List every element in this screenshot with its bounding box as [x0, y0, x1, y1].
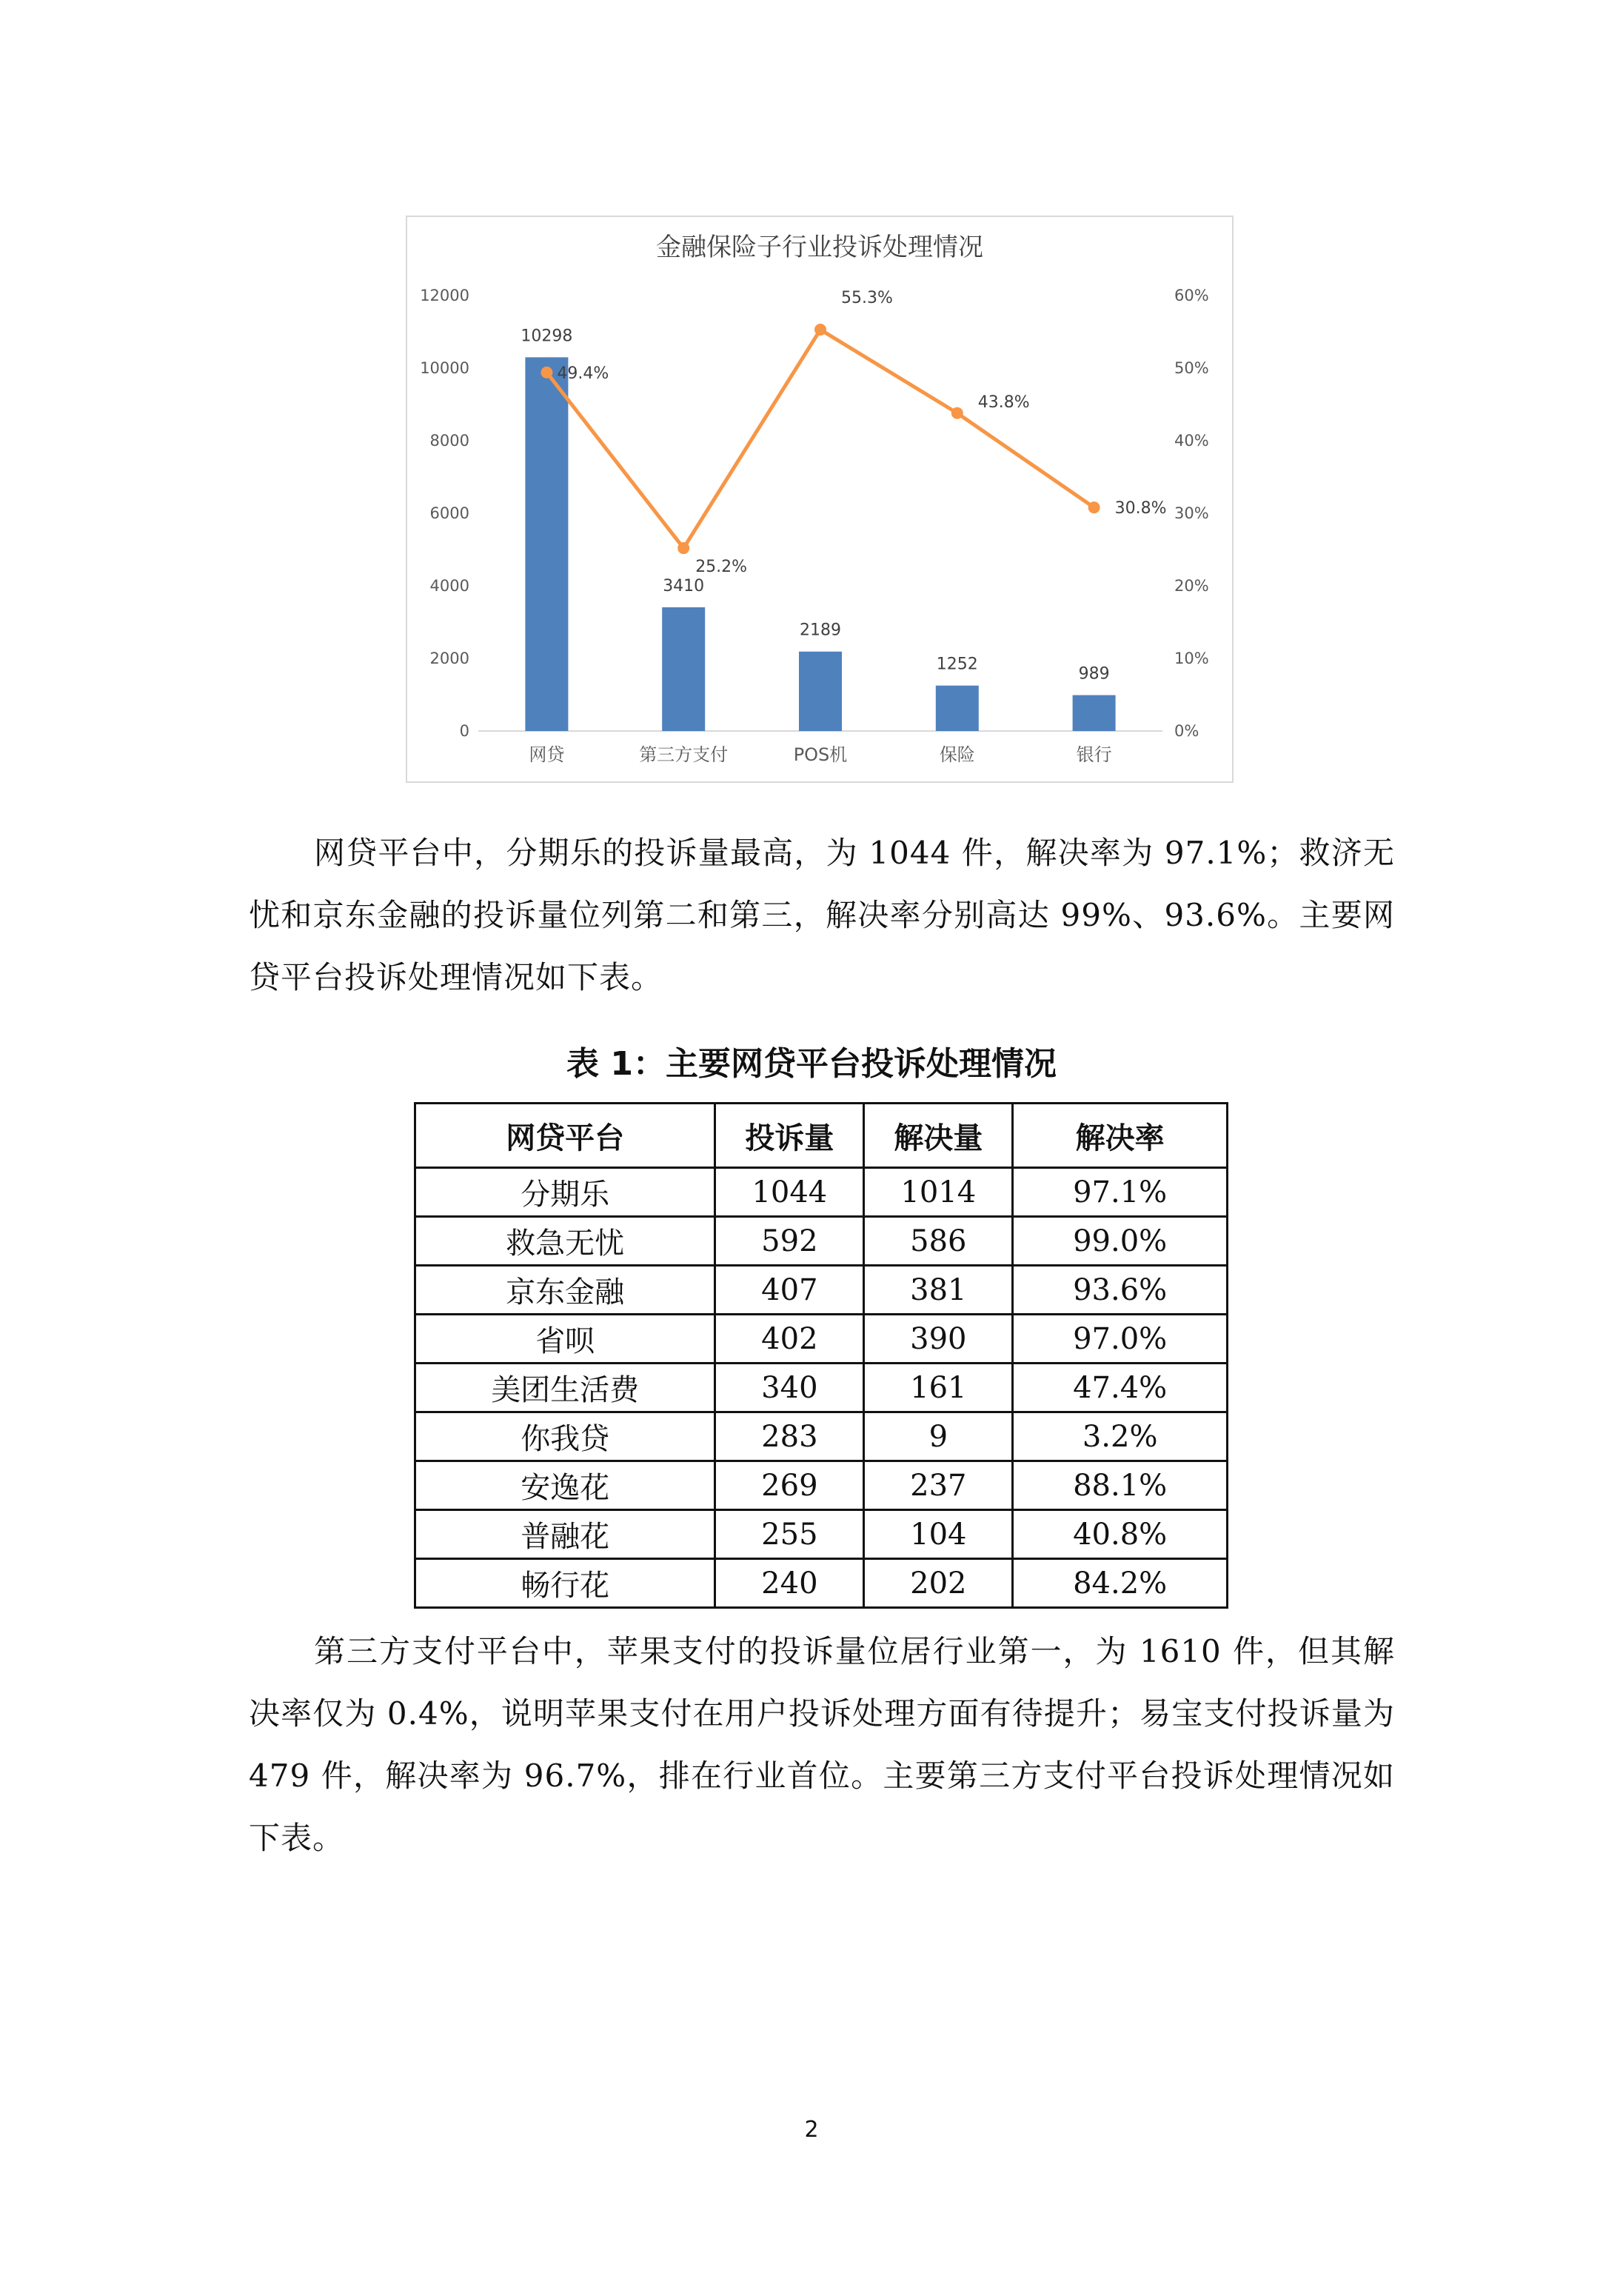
table-row	[415, 1315, 1228, 1364]
cell-complaints: 407	[715, 1266, 864, 1315]
complaint-chart	[406, 216, 1234, 783]
cell-platform: 京东金融	[415, 1266, 715, 1315]
cell-rate: 84.2%	[1013, 1559, 1228, 1608]
table-row	[415, 1168, 1228, 1217]
y-tick-label: 6000	[429, 504, 469, 522]
cell-complaints: 340	[715, 1364, 864, 1412]
cell-rate: 93.6%	[1013, 1266, 1228, 1315]
table-row	[415, 1510, 1228, 1559]
y2-tick-label: 60%	[1174, 287, 1209, 304]
y2-tick-label: 10%	[1174, 650, 1209, 667]
bar-data-label: 3410	[663, 576, 705, 595]
bar-data-label: 989	[1078, 664, 1110, 684]
cell-resolved: 390	[864, 1315, 1013, 1364]
cell-complaints: 283	[715, 1412, 864, 1461]
cell-resolved: 586	[864, 1217, 1013, 1266]
cell-platform: 畅行花	[415, 1559, 715, 1608]
bar	[936, 686, 979, 731]
bar	[1073, 695, 1116, 731]
rate-data-label: 30.8%	[1114, 499, 1167, 518]
y-tick-label: 2000	[429, 650, 469, 667]
rate-data-label: 43.8%	[977, 393, 1030, 412]
bar	[799, 652, 842, 731]
rate-point	[541, 367, 552, 378]
table-row	[415, 1217, 1228, 1266]
col-header-complaints: 投诉量	[715, 1104, 864, 1168]
cell-rate: 88.1%	[1013, 1461, 1228, 1510]
loan-platform-table	[414, 1102, 1228, 1609]
table-header-row	[415, 1104, 1228, 1168]
y2-tick-label: 50%	[1174, 359, 1209, 377]
cell-platform: 安逸花	[415, 1461, 715, 1510]
table-row	[415, 1559, 1228, 1608]
cell-resolved: 1014	[864, 1168, 1013, 1217]
cell-resolved: 237	[864, 1461, 1013, 1510]
cell-resolved: 202	[864, 1559, 1013, 1608]
paragraph-2: 第三方支付平台中，苹果支付的投诉量位居行业第一，为 1610 件，但其解决率仅为 0.4%，说明苹果支付在用户投诉处理方面有待提升；易宝支付投诉量为 479 件，解决率为 96.7%，排在行业首位。主要第三方支付平台投诉处理情况如下表。	[249, 1633, 1395, 1856]
cell-complaints: 255	[715, 1510, 864, 1559]
y-tick-label: 10000	[420, 359, 469, 377]
x-tick-label: POS机	[793, 744, 848, 765]
rate-point	[814, 324, 826, 336]
cell-rate: 47.4%	[1013, 1364, 1228, 1412]
right-axis	[1174, 287, 1209, 740]
rate-data-label: 49.4%	[557, 364, 609, 383]
cell-platform: 普融花	[415, 1510, 715, 1559]
cell-resolved: 104	[864, 1510, 1013, 1559]
rate-line	[546, 330, 1094, 548]
y2-tick-label: 0%	[1174, 722, 1199, 740]
y-tick-label: 8000	[429, 432, 469, 450]
page-number: 2	[804, 2117, 819, 2143]
chart-canvas	[407, 217, 1232, 781]
cell-complaints: 592	[715, 1217, 864, 1266]
cell-complaints: 269	[715, 1461, 864, 1510]
line-series	[541, 289, 1166, 576]
cell-resolved: 161	[864, 1364, 1013, 1412]
cell-rate: 40.8%	[1013, 1510, 1228, 1559]
cell-resolved: 381	[864, 1266, 1013, 1315]
cell-rate: 3.2%	[1013, 1412, 1228, 1461]
col-header-rate: 解决率	[1013, 1104, 1228, 1168]
bar-data-label: 1252	[936, 655, 978, 674]
rate-point	[677, 542, 689, 554]
cell-platform: 省呗	[415, 1315, 715, 1364]
chart-title: 金融保险子行业投诉处理情况	[656, 233, 983, 262]
x-tick-label: 保险	[939, 744, 975, 765]
cell-rate: 97.1%	[1013, 1168, 1228, 1217]
cell-rate: 97.0%	[1013, 1315, 1228, 1364]
cell-complaints: 240	[715, 1559, 864, 1608]
y2-tick-label: 30%	[1174, 504, 1209, 522]
bar-data-label: 2189	[800, 621, 841, 640]
y-tick-label: 4000	[429, 577, 469, 595]
rate-data-label: 25.2%	[695, 558, 748, 577]
cell-complaints: 1044	[715, 1168, 864, 1217]
table-row	[415, 1266, 1228, 1315]
y2-tick-label: 40%	[1174, 432, 1209, 450]
table-row	[415, 1461, 1228, 1510]
col-header-platform: 网贷平台	[415, 1104, 715, 1168]
x-tick-label: 网贷	[529, 744, 565, 765]
cell-platform: 分期乐	[415, 1168, 715, 1217]
bar	[662, 607, 705, 731]
x-tick-label: 第三方支付	[639, 744, 729, 765]
bar-data-label: 10298	[521, 327, 573, 346]
y-tick-label: 0	[459, 722, 469, 740]
table-caption: 表 1：主要网贷平台投诉处理情况	[566, 1045, 1057, 1083]
cell-resolved: 9	[864, 1412, 1013, 1461]
cell-platform: 救急无忧	[415, 1217, 715, 1266]
rate-point	[1088, 501, 1100, 513]
x-tick-label: 银行	[1076, 744, 1112, 765]
bar-series	[521, 327, 1115, 731]
cell-platform: 美团生活费	[415, 1364, 715, 1412]
table-row	[415, 1364, 1228, 1412]
cell-rate: 99.0%	[1013, 1217, 1228, 1266]
table-row	[415, 1412, 1228, 1461]
cell-platform: 你我贷	[415, 1412, 715, 1461]
y-tick-label: 12000	[420, 287, 469, 304]
category-labels	[529, 744, 1111, 765]
paragraph-1: 网贷平台中，分期乐的投诉量最高，为 1044 件，解决率为 97.1%；救济无忧和京东金融的投诉量位列第二和第三，解决率分别高达 99%、93.6%。主要网贷平台投诉处理情况如下表。	[249, 835, 1395, 995]
col-header-resolved: 解决量	[864, 1104, 1013, 1168]
cell-complaints: 402	[715, 1315, 864, 1364]
bar	[525, 357, 568, 731]
rate-data-label: 55.3%	[841, 289, 893, 308]
rate-point	[951, 407, 963, 419]
y2-tick-label: 20%	[1174, 577, 1209, 595]
